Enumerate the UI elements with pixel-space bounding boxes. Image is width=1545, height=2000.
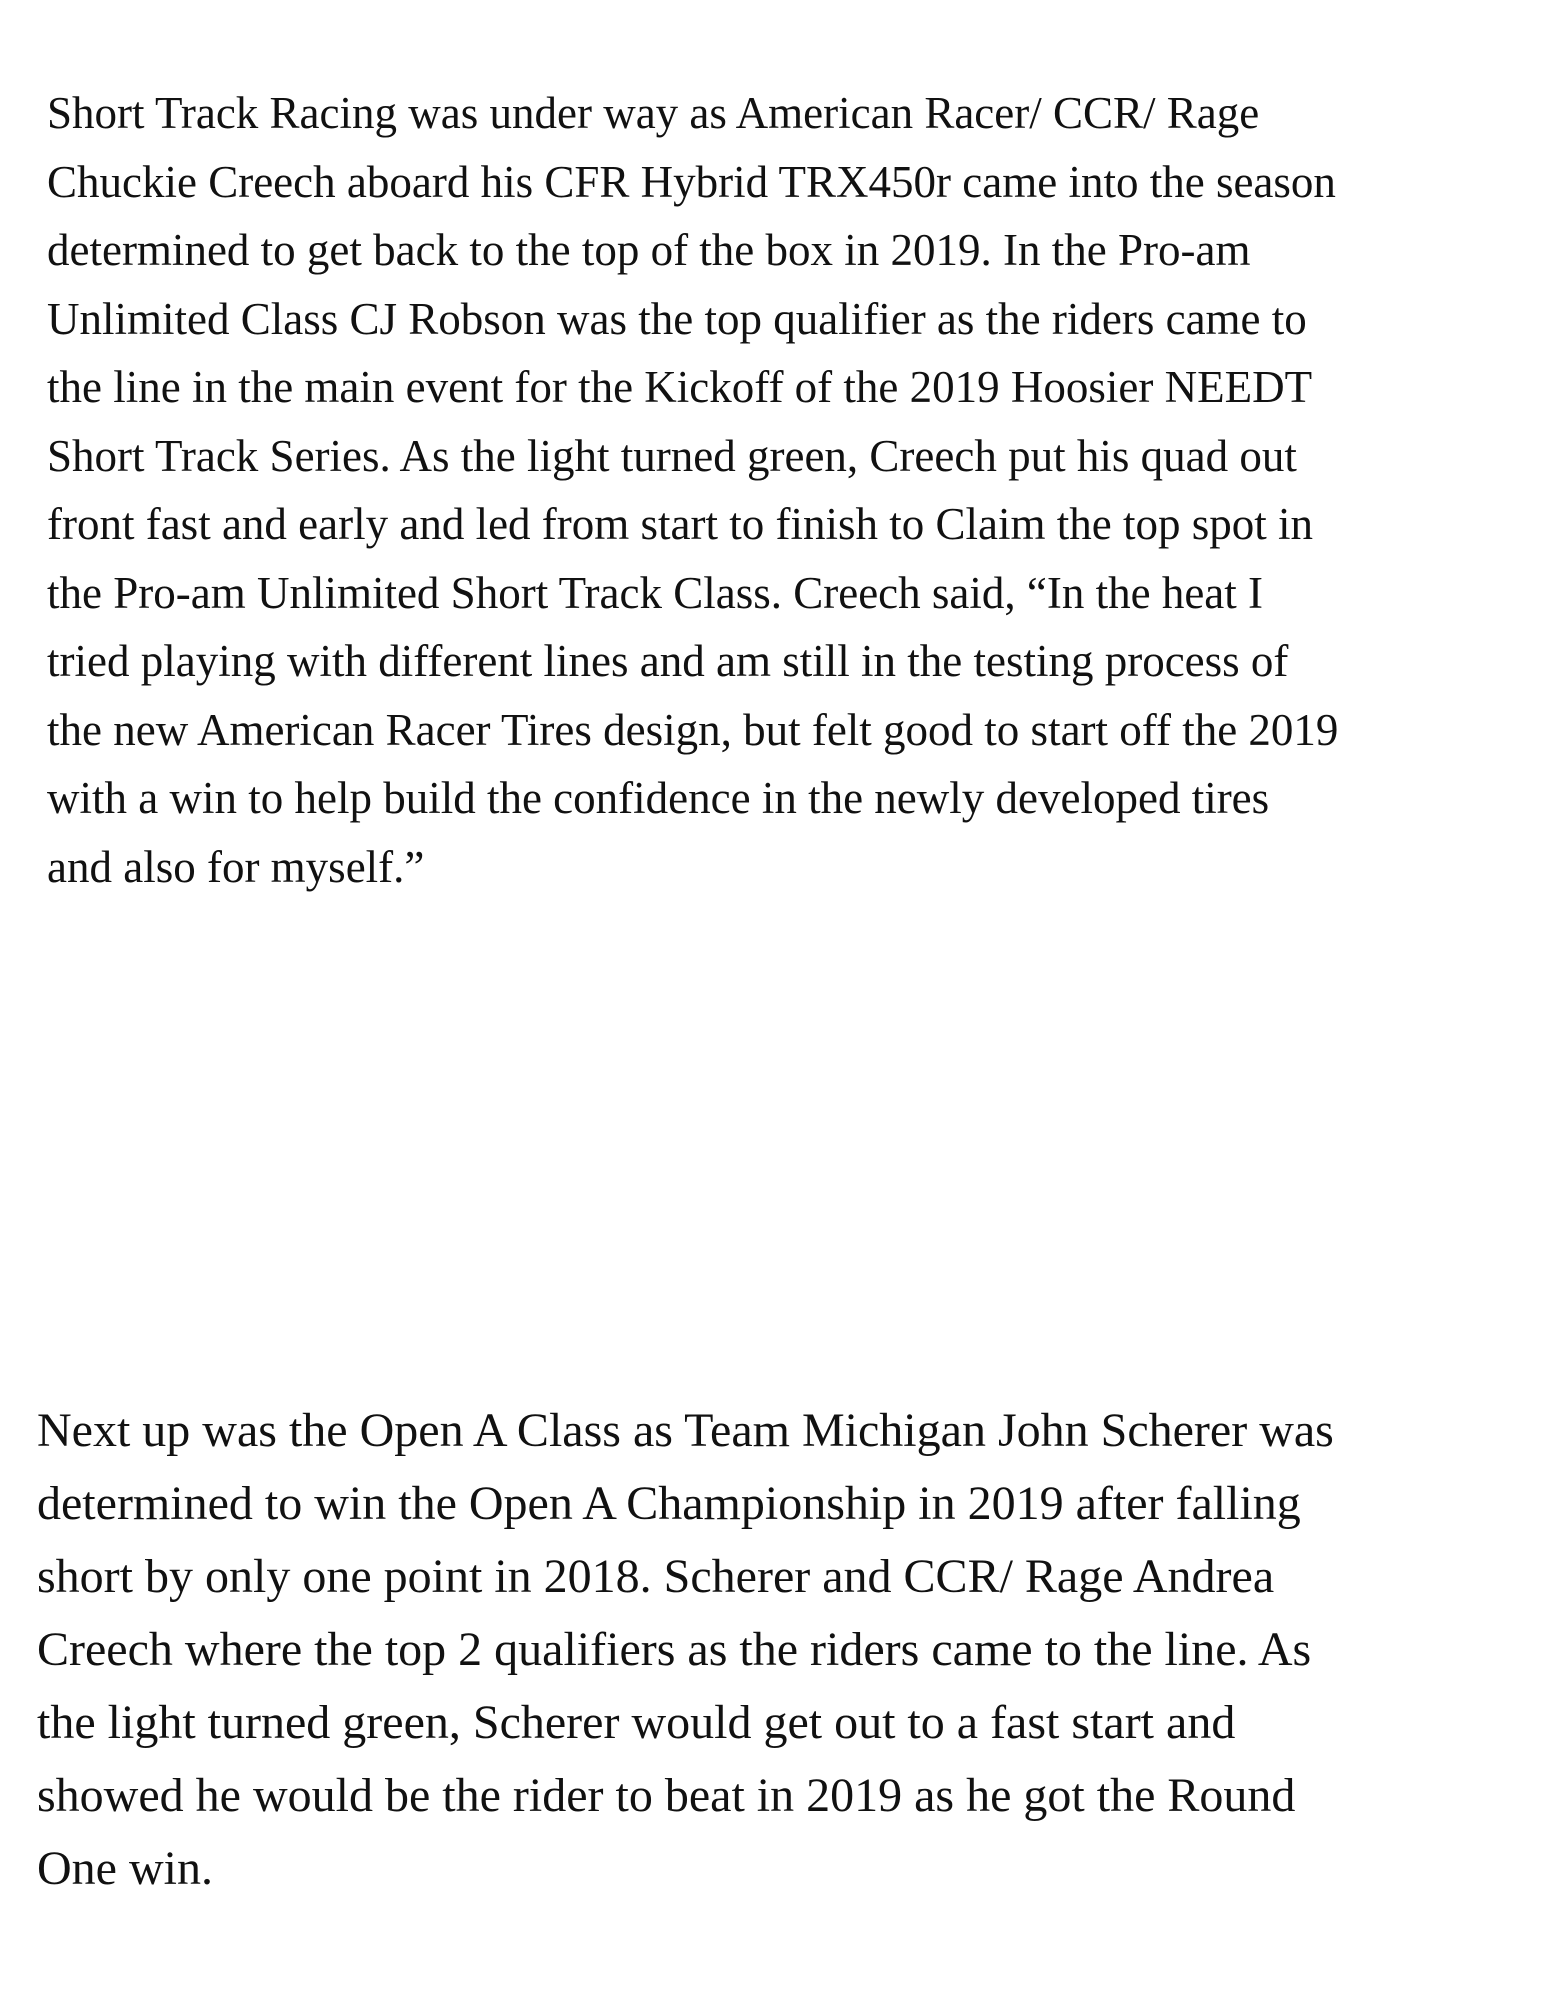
paragraph-line: tried playing with different lines and am still in the testing process of [47, 636, 1289, 686]
paragraph-line: Short Track Racing was under way as American Racer/ CCR/ Rage [47, 88, 1260, 138]
paragraph-line: Chuckie Creech aboard his CFR Hybrid TRX450r came into the season [47, 156, 1336, 207]
paragraph-line: showed he would be the rider to beat in 2019 as he got the Round [37, 1769, 1296, 1822]
paragraph-chuckie-creech-win [47, 79, 1338, 901]
paragraph-line: front fast and early and led from start to finish to Claim the top spot in [47, 499, 1313, 549]
paragraph-line: with a win to help build the confidence in the newly developed tires [47, 773, 1270, 823]
paragraph-line: the new American Racer Tires design, but felt good to start off the 2019 [47, 704, 1339, 755]
paragraph-line: One win. [37, 1842, 213, 1895]
paragraph-line: Unlimited Class CJ Robson was the top qualifier as the riders came to [47, 293, 1307, 344]
paragraph-line: the line in the main event for the Kickoff of the 2019 Hoosier NEEDT [47, 362, 1313, 412]
paragraph-line: Next up was the Open A Class as Team Michigan John Scherer was [37, 1404, 1334, 1457]
paragraph-line: short by only one point in 2018. Scherer and CCR/ Rage Andrea [37, 1550, 1275, 1603]
paragraph-open-a-class [37, 1394, 1334, 1905]
paragraph-line: and also for myself.” [47, 841, 425, 892]
paragraph-line: determined to win the Open A Championship in 2019 after falling [37, 1477, 1301, 1530]
paragraph-line: determined to get back to the top of the box in 2019. In the Pro-am [47, 225, 1251, 275]
paragraph-line: the light turned green, Scherer would get out to a fast start and [37, 1696, 1236, 1749]
paragraph-line: Creech where the top 2 qualifiers as the riders came to the line. As [37, 1623, 1312, 1676]
paragraph-line: the Pro-am Unlimited Short Track Class. Creech said, “In the heat I [47, 567, 1264, 618]
paragraph-line: Short Track Series. As the light turned green, Creech put his quad out [47, 430, 1297, 481]
